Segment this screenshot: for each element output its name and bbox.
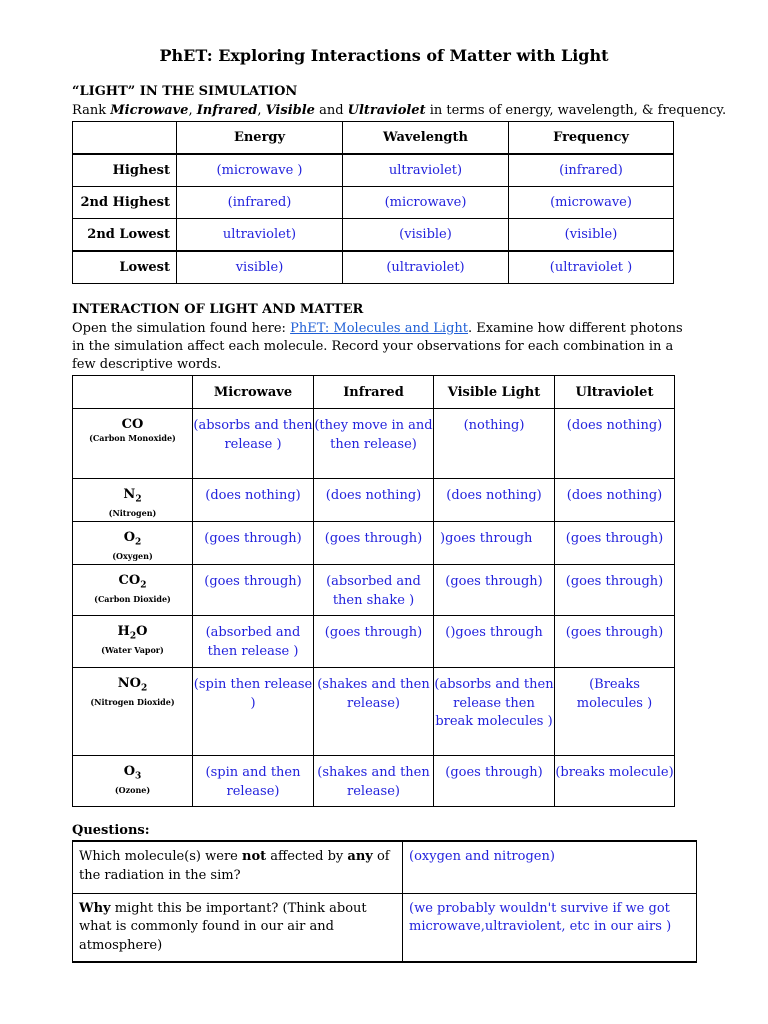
formula-text: O: [123, 764, 136, 779]
molecule-row-o3: [73, 756, 675, 807]
molecule-name: (Carbon Monoxide): [89, 433, 176, 443]
answer-cell[interactable]: (goes through): [434, 565, 555, 616]
answer-cell[interactable]: (absorbs and then release then break molecules ): [434, 668, 555, 756]
molecule-name: (Water Vapor): [101, 644, 164, 655]
interaction-header-row: [73, 376, 675, 409]
intro-text: Open the simulation found here:: [72, 321, 291, 336]
molecule-name: (Nitrogen): [108, 507, 157, 518]
col-ultraviolet: Ultraviolet: [555, 376, 675, 409]
molecule-label: [73, 565, 193, 616]
answer-cell[interactable]: (they move in and then release): [314, 409, 434, 479]
rank-header-row: [73, 122, 674, 155]
section-light-heading: “LIGHT” IN THE SIMULATION: [72, 84, 298, 99]
answer-cell[interactable]: (goes through): [314, 616, 434, 668]
answer-cell[interactable]: (visible): [509, 219, 674, 252]
answer-cell[interactable]: (absorbed and then shake ): [314, 565, 434, 616]
page-title: PhET: Exploring Interactions of Matter with Light: [159, 46, 609, 65]
formula-tail: O: [136, 624, 148, 639]
rank-row-2nd-lowest: [73, 219, 674, 252]
rank-table: [72, 121, 674, 284]
q1-text: of the radiation in the sim?: [79, 849, 390, 883]
molecule-label: [73, 756, 193, 807]
question-row-1: [73, 841, 697, 893]
molecule-formula: [73, 417, 192, 433]
answer-cell[interactable]: ultraviolet): [343, 154, 509, 187]
formula-subscript: 2: [135, 494, 142, 505]
molecule-row-no2: [73, 668, 675, 756]
rank-row-lowest: [73, 251, 674, 284]
visible-term: Visible: [265, 103, 315, 118]
col-infrared: Infrared: [314, 376, 434, 409]
answer-cell[interactable]: ()goes through: [434, 616, 555, 668]
answer-cell[interactable]: (ultraviolet): [343, 251, 509, 284]
questions-heading: Questions:: [72, 823, 150, 838]
col-frequency: Frequency: [509, 122, 674, 155]
molecule-label: [73, 409, 193, 479]
molecule-row-co: [73, 409, 675, 479]
q1-bold-any: any: [347, 849, 373, 864]
molecule-formula: [73, 676, 192, 697]
answer-cell[interactable]: ultraviolet): [177, 219, 343, 252]
answer-cell[interactable]: (goes through): [555, 616, 675, 668]
answer-cell[interactable]: (goes through): [314, 522, 434, 565]
formula-subscript: 2: [140, 580, 147, 591]
q1-text: affected by: [266, 849, 348, 864]
interaction-table: [72, 375, 675, 807]
answer-cell[interactable]: (microwave): [509, 187, 674, 219]
molecule-row-n2: [73, 479, 675, 522]
molecule-name: (Ozone): [114, 784, 151, 795]
answer-cell[interactable]: (oxygen and nitrogen): [403, 841, 697, 893]
answer-cell[interactable]: (Breaks molecules ): [555, 668, 675, 756]
answer-cell[interactable]: (microwave): [343, 187, 509, 219]
questions-table: [72, 840, 697, 963]
section-interaction-heading: INTERACTION OF LIGHT AND MATTER: [72, 302, 364, 317]
answer-cell[interactable]: (microwave ): [177, 154, 343, 187]
infrared-term: Infrared: [196, 103, 258, 118]
phet-molecules-light-link[interactable]: PhET: Molecules and Light: [290, 321, 468, 336]
molecule-label: [73, 616, 193, 668]
molecule-formula: [73, 573, 192, 594]
answer-cell[interactable]: (does nothing): [555, 479, 675, 522]
question-row-2: [73, 893, 697, 962]
molecule-row-co2: [73, 565, 675, 616]
answer-cell[interactable]: (infrared): [509, 154, 674, 187]
and-text: and: [314, 103, 348, 118]
q2-bold-why: Why: [79, 900, 111, 916]
molecule-label: [73, 522, 193, 565]
interaction-intro: [72, 320, 697, 374]
answer-cell[interactable]: (does nothing): [314, 479, 434, 522]
answer-cell[interactable]: (absorbed and then release ): [193, 616, 314, 668]
molecule-formula: [73, 764, 192, 785]
molecule-row-h2o: [73, 616, 675, 668]
formula-text: CO: [121, 417, 144, 432]
formula-subscript: 2: [129, 631, 137, 642]
molecule-formula: [73, 624, 192, 645]
question-text: [73, 893, 403, 962]
answer-cell[interactable]: (goes through): [434, 756, 555, 807]
col-microwave: Microwave: [193, 376, 314, 409]
rank-rest-text: in terms of energy, wavelength, & frequency.: [425, 103, 727, 118]
microwave-term: Microwave: [110, 103, 189, 118]
intro-rest-text: . Examine how different photons in the simulation affect each molecule. Record your observations for each combination in a few descriptive words.: [72, 321, 683, 372]
answer-cell[interactable]: (goes through): [193, 522, 314, 565]
col-wavelength: Wavelength: [343, 122, 509, 155]
ultraviolet-term: Ultraviolet: [347, 103, 426, 118]
answer-cell[interactable]: (does nothing): [193, 479, 314, 522]
row-label: Highest: [73, 154, 177, 187]
answer-cell[interactable]: (breaks molecule): [555, 756, 675, 807]
answer-cell[interactable]: (we probably wouldn't survive if we got microwave,ultraviolent, etc in our airs ): [403, 893, 697, 962]
rank-row-highest: [73, 154, 674, 187]
answer-cell[interactable]: (nothing): [434, 409, 555, 479]
formula-text: CO: [118, 573, 141, 588]
molecule-label: [73, 668, 193, 756]
rank-corner-cell: [73, 122, 177, 155]
answer-cell[interactable]: (goes through): [193, 565, 314, 616]
molecule-name: (Oxygen): [112, 550, 153, 561]
rank-instruction: [72, 102, 732, 120]
answer-cell[interactable]: (ultraviolet ): [509, 251, 674, 284]
molecule-name: (Carbon Dioxide): [94, 593, 171, 604]
comma: ,: [188, 103, 197, 118]
molecule-name: (Nitrogen Dioxide): [90, 696, 175, 707]
answer-cell[interactable]: (spin then release ): [193, 668, 314, 756]
formula-text: NO: [117, 676, 141, 691]
q1-text: Which molecule(s) were: [79, 849, 242, 864]
answer-cell[interactable]: (shakes and then release): [314, 756, 434, 807]
row-label: 2nd Lowest: [73, 219, 177, 252]
col-visible-light: Visible Light: [434, 376, 555, 409]
col-energy: Energy: [177, 122, 343, 155]
answer-cell[interactable]: (shakes and then release): [314, 668, 434, 756]
question-text: [73, 841, 403, 893]
molecule-formula: [73, 487, 192, 508]
answer-cell[interactable]: (does nothing): [555, 409, 675, 479]
molecule-row-o2: [73, 522, 675, 565]
formula-text: O: [123, 530, 136, 545]
answer-cell[interactable]: visible): [177, 251, 343, 284]
molecule-formula: [73, 530, 192, 551]
row-label: 2nd Highest: [73, 187, 177, 219]
answer-cell[interactable]: (does nothing): [434, 479, 555, 522]
answer-cell[interactable]: (infrared): [177, 187, 343, 219]
row-label: Lowest: [73, 251, 177, 284]
rank-text: Rank: [72, 103, 111, 118]
answer-cell[interactable]: (spin and then release): [193, 756, 314, 807]
interaction-corner-cell: [73, 376, 193, 409]
formula-text: N: [123, 487, 136, 502]
q1-bold-not: not: [242, 849, 267, 864]
formula-subscript: 3: [135, 771, 142, 782]
molecule-label: [73, 479, 193, 522]
formula-subscript: 2: [140, 683, 148, 694]
answer-cell[interactable]: (visible): [343, 219, 509, 252]
q2-text: might this be important? (Think about what is commonly found in our air and atmosphere): [79, 900, 367, 953]
formula-text: H: [117, 624, 130, 639]
answer-cell[interactable]: (goes through): [555, 522, 675, 565]
rank-row-2nd-highest: [73, 187, 674, 219]
answer-cell[interactable]: )goes through: [434, 522, 555, 565]
answer-cell[interactable]: (goes through): [555, 565, 675, 616]
formula-subscript: 2: [135, 537, 142, 548]
answer-cell[interactable]: (absorbs and then release ): [193, 409, 314, 479]
comma: ,: [257, 103, 266, 118]
